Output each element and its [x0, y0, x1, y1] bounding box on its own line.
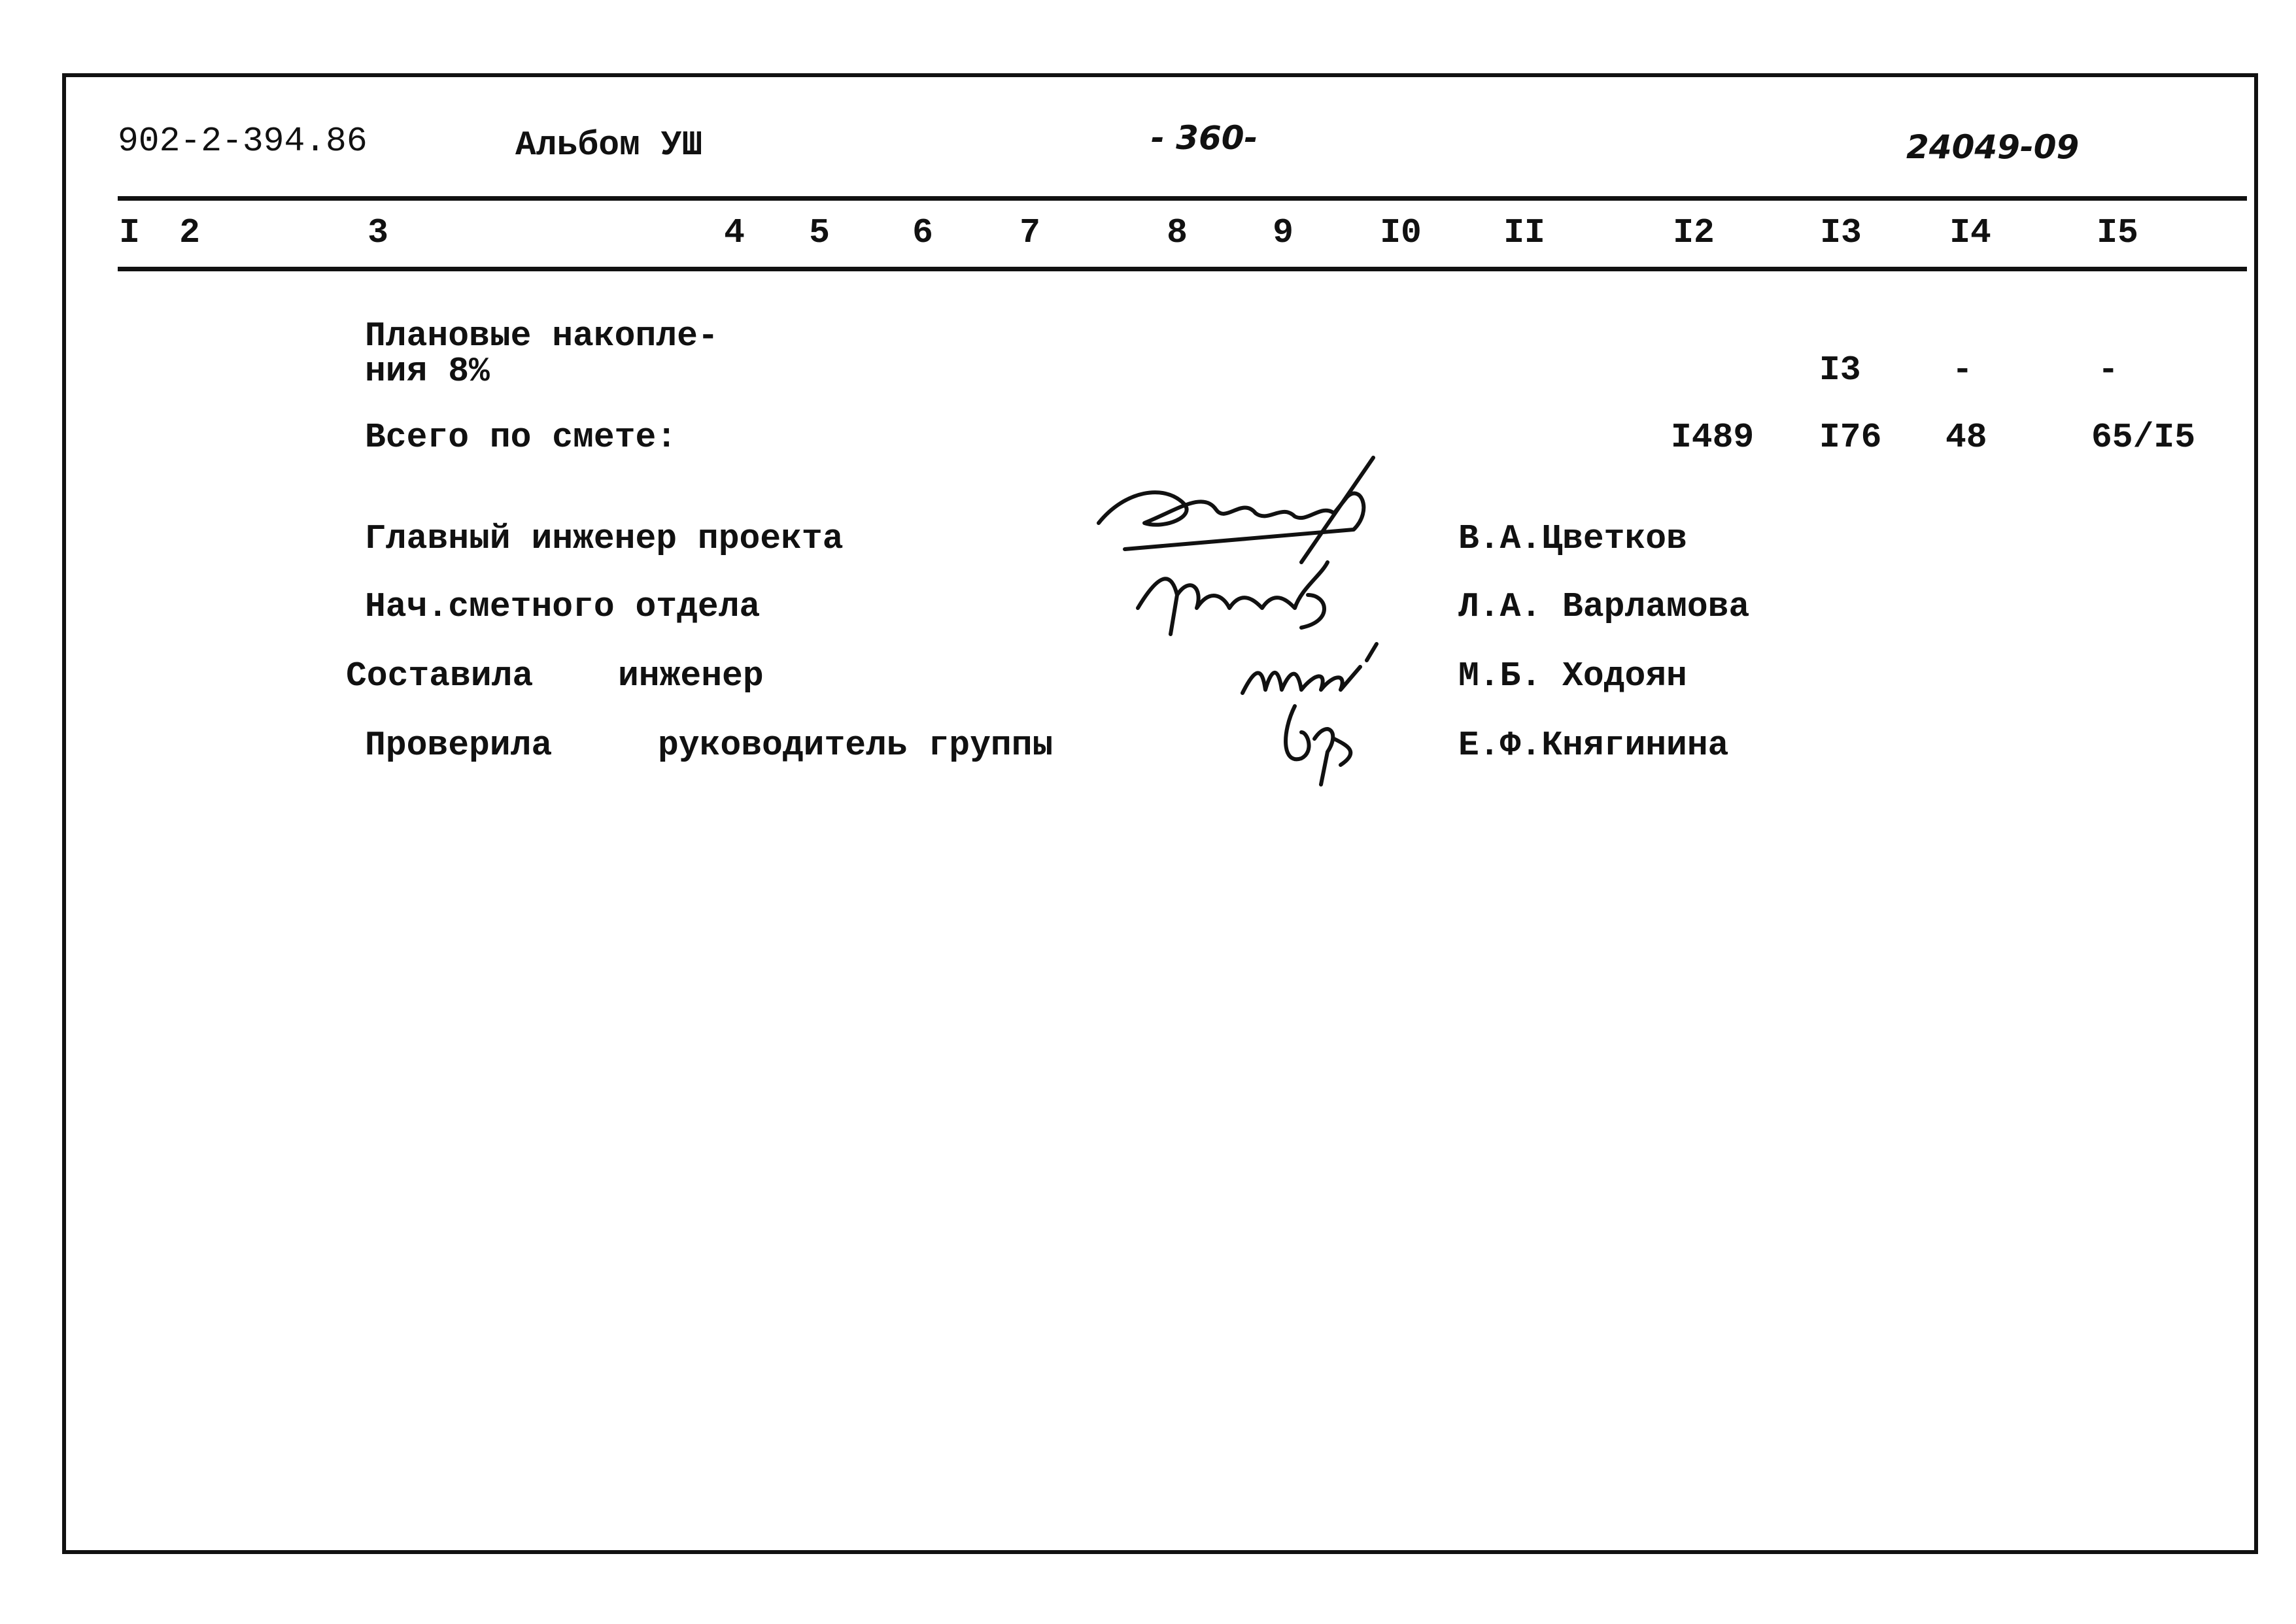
- signature-position: руководитель группы: [658, 726, 1054, 765]
- column-header: I: [119, 213, 140, 252]
- column-header: I4: [1949, 213, 1991, 252]
- cell-c13: I3: [1819, 350, 1861, 390]
- signature-role: Проверила: [365, 726, 553, 765]
- signature-position: инженер: [618, 656, 764, 696]
- signature-knyaginina: [1275, 693, 1380, 791]
- column-header: 3: [368, 213, 388, 252]
- row-label: Плановые накопле-: [365, 316, 719, 356]
- row-label: ния 8%: [365, 352, 490, 391]
- row-label: Всего по смете:: [365, 418, 677, 457]
- signature-name: Е.Ф.Княгинина: [1458, 726, 1729, 765]
- signature-role: Нач.сметного отдела: [365, 587, 761, 626]
- column-header: 7: [1019, 213, 1040, 252]
- column-header: 5: [809, 213, 830, 252]
- cell-c13: I76: [1819, 418, 1882, 457]
- column-header: I0: [1380, 213, 1422, 252]
- header-rule-top: [118, 196, 2247, 201]
- column-header: II: [1503, 213, 1545, 252]
- page-frame: [62, 73, 2258, 1554]
- album-label: Альбом УШ: [515, 126, 703, 165]
- signature-name: Л.А. Варламова: [1458, 587, 1750, 626]
- sheet-code: 24049-09: [1906, 128, 2080, 166]
- column-header: I3: [1820, 213, 1862, 252]
- column-header: 4: [724, 213, 745, 252]
- signature-name: М.Б. Ходоян: [1458, 656, 1687, 696]
- column-header: 9: [1273, 213, 1294, 252]
- cell-c15: 65/I5: [2091, 418, 2196, 457]
- column-header: I5: [2097, 213, 2138, 252]
- signature-role: Главный инженер проекта: [365, 519, 844, 558]
- cell-c14: -: [1952, 350, 1973, 390]
- doc-code: 902-2-394.86: [118, 122, 368, 161]
- cell-c15: -: [2098, 350, 2119, 390]
- page-number: - 360-: [1151, 119, 1258, 157]
- column-header: 2: [179, 213, 200, 252]
- signature-role: Составила: [346, 656, 534, 696]
- cell-c12: I489: [1671, 418, 1755, 457]
- column-header: I2: [1673, 213, 1715, 252]
- cell-c14: 48: [1945, 418, 1987, 457]
- signature-name: В.А.Цветков: [1458, 519, 1687, 558]
- column-header: 8: [1167, 213, 1188, 252]
- signature-varlamova: [1131, 549, 1393, 641]
- column-header: 6: [912, 213, 933, 252]
- header-rule-bottom: [118, 267, 2247, 271]
